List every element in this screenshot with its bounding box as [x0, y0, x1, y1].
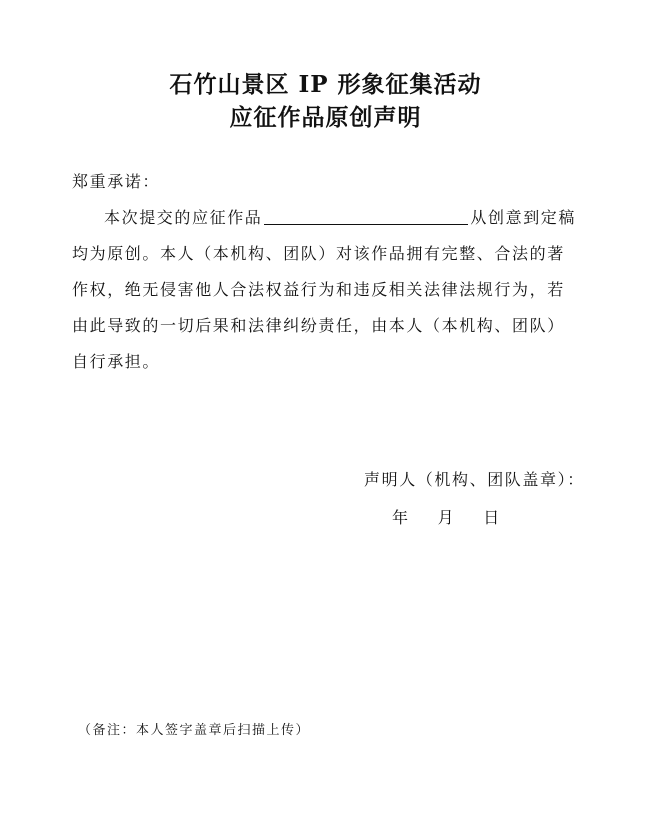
- paragraph-line-1-after: 从创意到定稿: [470, 208, 577, 227]
- date-year: 年: [392, 508, 410, 527]
- footnote: （备注：本人签字盖章后扫描上传）: [78, 723, 311, 738]
- date-day: 日: [483, 508, 501, 527]
- document-title-line1: 石竹山景区 IP 形象征集活动: [169, 71, 482, 98]
- declarant-label: 声明人（机构、团队盖章）：: [364, 470, 585, 489]
- date-row: [392, 508, 501, 528]
- paragraph-line-2: 均为原创。本人（本机构、团队）对该作品拥有完整、合法的著: [72, 244, 565, 263]
- paragraph-line-1-before: 本次提交的应征作品: [104, 208, 263, 227]
- paragraph-line-4: 由此导致的一切后果和法律纠纷责任，由本人（本机构、团队）: [72, 316, 565, 335]
- paragraph-line-1: [104, 208, 576, 228]
- greeting: 郑重承诺：: [72, 172, 161, 191]
- work-name-blank[interactable]: [264, 208, 468, 225]
- paragraph-line-3: 作权，绝无侵害他人合法权益行为和违反相关法律法规行为，若: [72, 280, 565, 299]
- date-month: 月: [437, 508, 456, 527]
- paragraph-line-5: 自行承担。: [72, 352, 161, 371]
- document-title-line2: 应征作品原创声明: [229, 104, 422, 131]
